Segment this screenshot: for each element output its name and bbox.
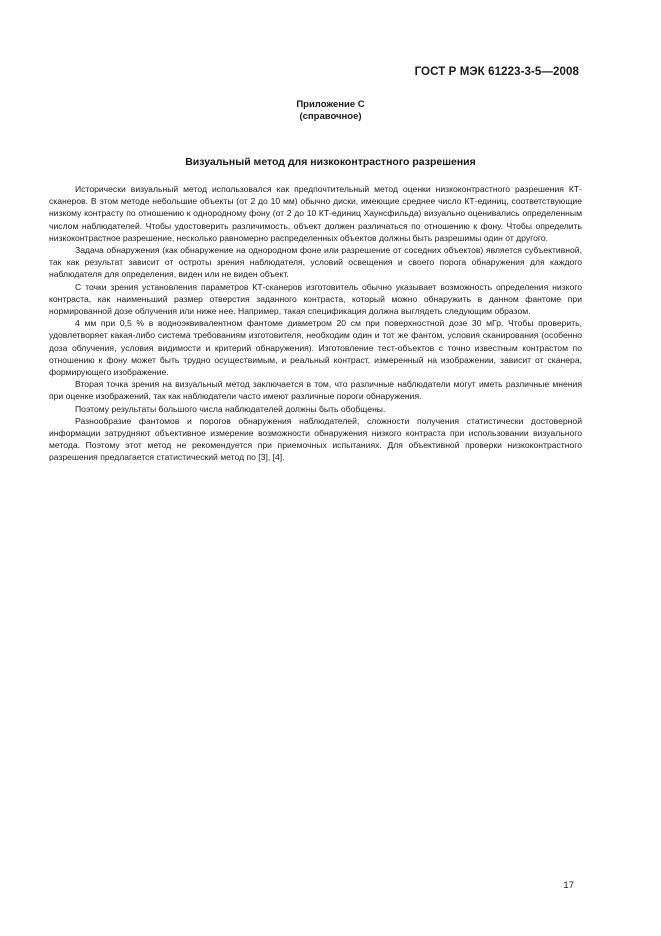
- document-code: ГОСТ Р МЭК 61223-3-5—2008: [414, 66, 579, 78]
- body-text: [49, 183, 582, 464]
- paragraph: 4 мм при 0,5 % в водноэквивалентном фантоме диаметром 20 см при поверхностной дозе 30 мГр. Чтобы проверить, удовлетворяет какая-либо система требованиям изготовителя, необходим один и тот же фантом, условия сканирования (особенно доза облучения, условия видимости и критерий обнаружения). Изготовление тест-объектов с точно известным контрастом по отношению к фону может быть трудно осуществимым, и реальный контраст, измеренный на изображении, зависит от сканера, формирующего изображение.: [49, 318, 582, 378]
- paragraph: Задача обнаружения (как обнаружение на однородном фоне или разрешение от соседних объектов) является субъективной, так как результат зависит от остроты зрения наблюдателя, условий освещения и своего порога обнаружения для каждого наблюдателя для определения, виден или не виден объект.: [49, 245, 582, 280]
- paragraph: Исторически визуальный метод использовался как предпочтительный метод оценки низкоконтрастного разрешения КТ-сканеров. В этом методе небольшие объекты (от 2 до 10 мм) обычно диски, имеющие среднее число КТ-единиц, соответствующие низкому контрасту по отношению к однородному фону (от 2 до 10 КТ-единиц Хаунсфильда) визуально оценивались определенным числом наблюдателей. Чтобы удостоверить различимость, объект должен различаться по отношению к фону. Чтобы определить низкоконтрастное разрешение, несколько равномерно распределенных объектов должны быть разрешимы один от другого.: [49, 184, 582, 243]
- paragraph: С точки зрения установления параметров КТ-сканеров изготовитель обычно указывает возможность определения низкого контраста, как наименьший размер отверстия заданного контраста, который можно обнаружить в данном фантоме при нормированной дозе облучения или ниже нее. Например, такая спецификация должна выглядеть следующим образом.: [49, 281, 582, 317]
- paragraph: Вторая точка зрения на визуальный метод заключается в том, что различные наблюдатели могут иметь различные мнения при оценке изображений, так как наблюдатели часто имеют различные пороги обнаружения.: [49, 379, 582, 402]
- section-heading: Визуальный метод для низкоконтрастного разрешения: [185, 156, 476, 168]
- paragraph: Поэтому результаты большого числа наблюдателей должны быть обобщены.: [75, 403, 386, 414]
- page-number: 17: [563, 880, 574, 891]
- appendix-subtitle: (справочное): [299, 111, 362, 122]
- appendix-title: Приложение С: [296, 99, 365, 110]
- paragraph: Разнообразие фантомов и порогов обнаружения наблюдателей, сложности получения статистически достоверной информации затрудняют объективное измерение возможности обнаружения низкого контраста при использовании визуального метода. Поэтому этот метод не рекомендуется при приемочных испытаниях. Для объективной проверки низкоконтрастного разрешения предлагается статистический метод по [3], [4].: [49, 415, 582, 463]
